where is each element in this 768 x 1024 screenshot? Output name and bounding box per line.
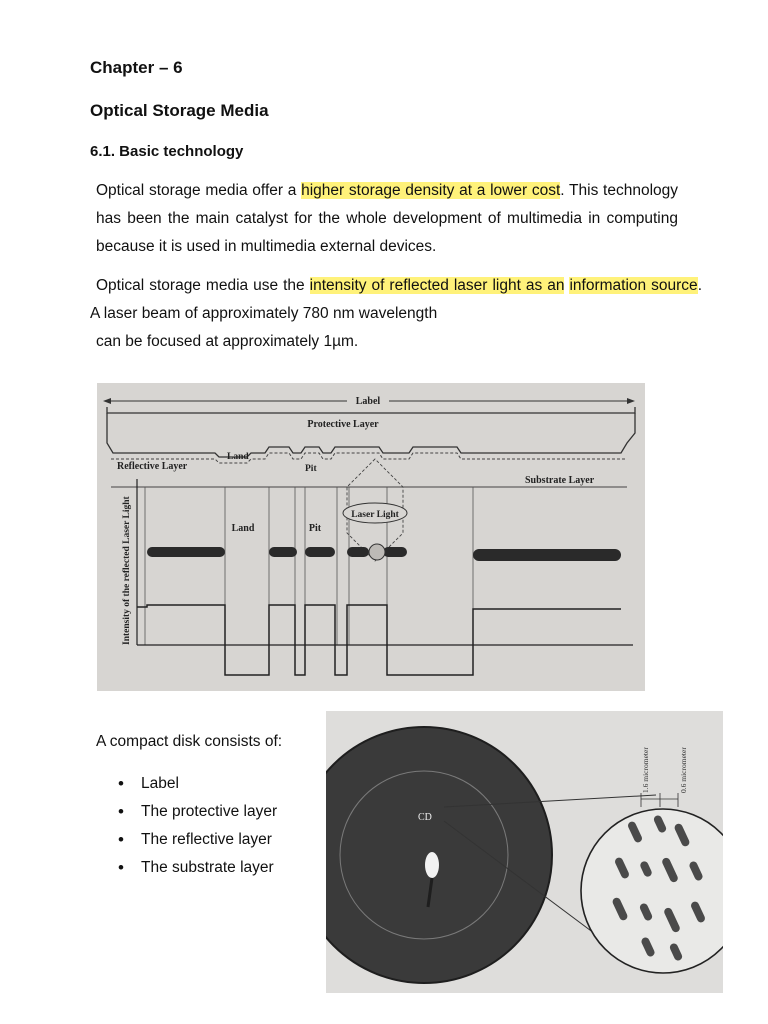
para2-highlight-2: information source bbox=[569, 277, 698, 294]
para1-highlight: higher storage density at a lower cost bbox=[301, 182, 561, 199]
list-item: • Label bbox=[118, 770, 277, 798]
para2-text-mid: . A laser beam of approximately 780 nm wavelength bbox=[90, 277, 702, 322]
list-item: • The protective layer bbox=[118, 798, 277, 826]
pit-top-label: Pit bbox=[305, 464, 317, 474]
laser-spot bbox=[369, 544, 385, 560]
dimension-label-2: 0.6 micrometer bbox=[679, 747, 688, 793]
cd-disc bbox=[326, 727, 552, 983]
reflective-layer-profile bbox=[111, 453, 625, 463]
laser-light-label: Laser Light bbox=[351, 510, 399, 520]
para2-text-end: can be focused at approximately 1µm. bbox=[96, 333, 359, 350]
y-axis-label: Intensity of the reflected Laser Light bbox=[122, 496, 132, 645]
label-title: Label bbox=[355, 396, 381, 407]
list-item: • The substrate layer bbox=[118, 854, 277, 882]
cd-pits-svg bbox=[326, 711, 723, 993]
cd-pits-figure bbox=[326, 711, 723, 993]
protective-layer-label: Protective Layer bbox=[307, 419, 379, 430]
para1-text-end: . This technology has been the main catalyst for the whole development of multimedia in computing because it is used in multimedia external devices. bbox=[96, 182, 679, 255]
para2-text: Optical storage media use the bbox=[96, 277, 310, 294]
chapter-title: Optical Storage Media bbox=[90, 101, 269, 120]
para1-text: Optical storage media offer a bbox=[96, 182, 302, 199]
dimension-label-1: 1.6 micrometer bbox=[641, 747, 650, 793]
list-item: • The reflective layer bbox=[118, 826, 277, 854]
chapter-heading: Chapter – 6 bbox=[90, 58, 183, 77]
substrate-layer-label: Substrate Layer bbox=[525, 475, 595, 486]
paragraph-2 bbox=[90, 272, 702, 356]
arrow-right-icon bbox=[627, 398, 635, 404]
land-mid-label: Land bbox=[231, 523, 255, 534]
section-heading: 6.1. Basic technology bbox=[90, 143, 244, 160]
land-top-label: Land bbox=[227, 452, 249, 462]
optical-disc-diagram-svg bbox=[97, 383, 645, 691]
cd-consists-heading: A compact disk consists of: bbox=[96, 733, 283, 750]
cd-label: CD bbox=[418, 812, 432, 823]
reflective-layer-label: Reflective Layer bbox=[117, 461, 188, 472]
optical-disc-diagram bbox=[97, 383, 645, 691]
intensity-waveform bbox=[137, 605, 621, 675]
guide-lines bbox=[145, 487, 473, 645]
para2-highlight-1: intensity of reflected laser light as an bbox=[309, 277, 565, 294]
cd-layer-list bbox=[118, 770, 277, 882]
arrow-left-icon bbox=[103, 398, 111, 404]
pit-mid-label: Pit bbox=[308, 523, 322, 534]
paragraph-1 bbox=[96, 177, 678, 261]
cd-center-hole bbox=[425, 852, 439, 878]
protective-layer-top bbox=[107, 407, 635, 413]
